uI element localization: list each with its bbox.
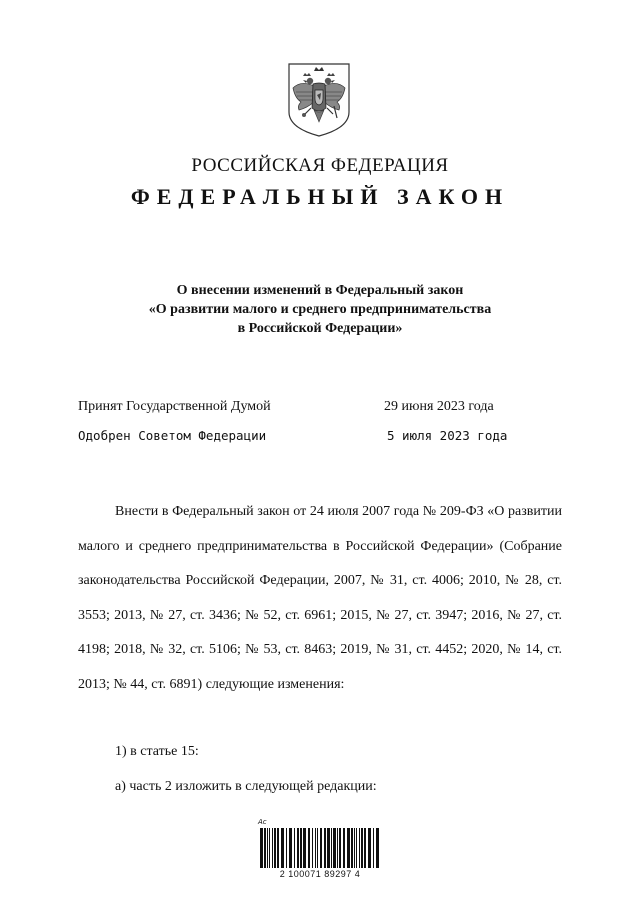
amendment-subitem: а) часть 2 изложить в следующей редакции:	[115, 779, 377, 794]
barcode-bar	[364, 828, 366, 868]
barcode-bar	[272, 828, 273, 868]
barcode-bar	[339, 828, 341, 868]
barcode-bar	[368, 828, 371, 868]
barcode-bar	[373, 828, 374, 868]
law-body-paragraph: Внести в Федеральный закон от 24 июля 2007 года № 209-ФЗ «О развитии малого и среднего предпринимательства в Российской Федерации» (Собрание законодательства Российской Федерации, 2007, № 31, ст. 4006; 2010, № 28, ст. 3553; 2013, № 27, ст. 3436; № 52, ст. 6961; 2015, № 27, ст. 3947; 2016, № 27, ст. 4198; 2018, № 32, ст. 5106; № 53, ст. 8463; 2019, № 31, ст. 4452; 2020, № 14, ст. 2013; № 44, ст. 6891) следующие изменения:	[78, 504, 562, 692]
council-approval-row	[78, 428, 508, 443]
barcode-bar	[324, 828, 326, 868]
barcode-bar	[354, 828, 355, 868]
barcode-bar	[289, 828, 292, 868]
barcode-bar	[351, 828, 353, 868]
barcode-bar	[281, 828, 284, 868]
barcode-bar	[264, 828, 266, 868]
barcode-bar	[317, 828, 318, 868]
barcode-bar	[274, 828, 276, 868]
barcode-bar	[297, 828, 299, 868]
country-name: РОССИЙСКАЯ ФЕДЕРАЦИЯ	[191, 155, 449, 176]
law-title-line: в Российской Федерации»	[237, 321, 403, 336]
barcode-bar	[331, 828, 332, 868]
barcode-bar	[327, 828, 330, 868]
coat-of-arms-icon	[287, 62, 351, 138]
document-barcode	[258, 818, 382, 880]
barcode-bar	[312, 828, 313, 868]
duma-adoption-row	[78, 399, 494, 415]
barcode-bar	[300, 828, 302, 868]
barcode-bar	[315, 828, 316, 868]
barcode-bar	[359, 828, 360, 868]
barcode-bar	[356, 828, 357, 868]
barcode-bar	[269, 828, 270, 868]
council-date: 5 июля 2023 года	[387, 428, 508, 443]
amendment-item: 1) в статье 15:	[115, 744, 199, 759]
barcode-bar	[294, 828, 295, 868]
duma-date: 29 июня 2023 года	[384, 399, 494, 414]
barcode-bar	[303, 828, 306, 868]
barcode-bar	[333, 828, 336, 868]
barcode-bar	[337, 828, 338, 868]
law-title-line: О внесении изменений в Федеральный закон	[176, 283, 464, 298]
law-title-line: «О развитии малого и среднего предпринимательства	[148, 302, 492, 317]
law-title	[0, 281, 640, 338]
barcode-bar	[361, 828, 363, 868]
council-label: Одобрен Советом Федерации	[78, 428, 267, 443]
barcode-bar	[260, 828, 263, 868]
barcode-mark: Ас	[258, 818, 267, 826]
barcode-bar	[347, 828, 350, 868]
barcode-bar	[320, 828, 322, 868]
barcode-bar	[277, 828, 279, 868]
document-type: ФЕДЕРАЛЬНЫЙ ЗАКОН	[130, 184, 510, 209]
barcode-bar	[286, 828, 287, 868]
barcode-bars	[258, 828, 382, 868]
duma-label: Принят Государственной Думой	[78, 399, 271, 414]
barcode-bar	[343, 828, 345, 868]
barcode-bar	[376, 828, 379, 868]
barcode-bar	[267, 828, 268, 868]
barcode-number: 2 100071 89297 4	[279, 869, 361, 879]
barcode-bar	[308, 828, 310, 868]
